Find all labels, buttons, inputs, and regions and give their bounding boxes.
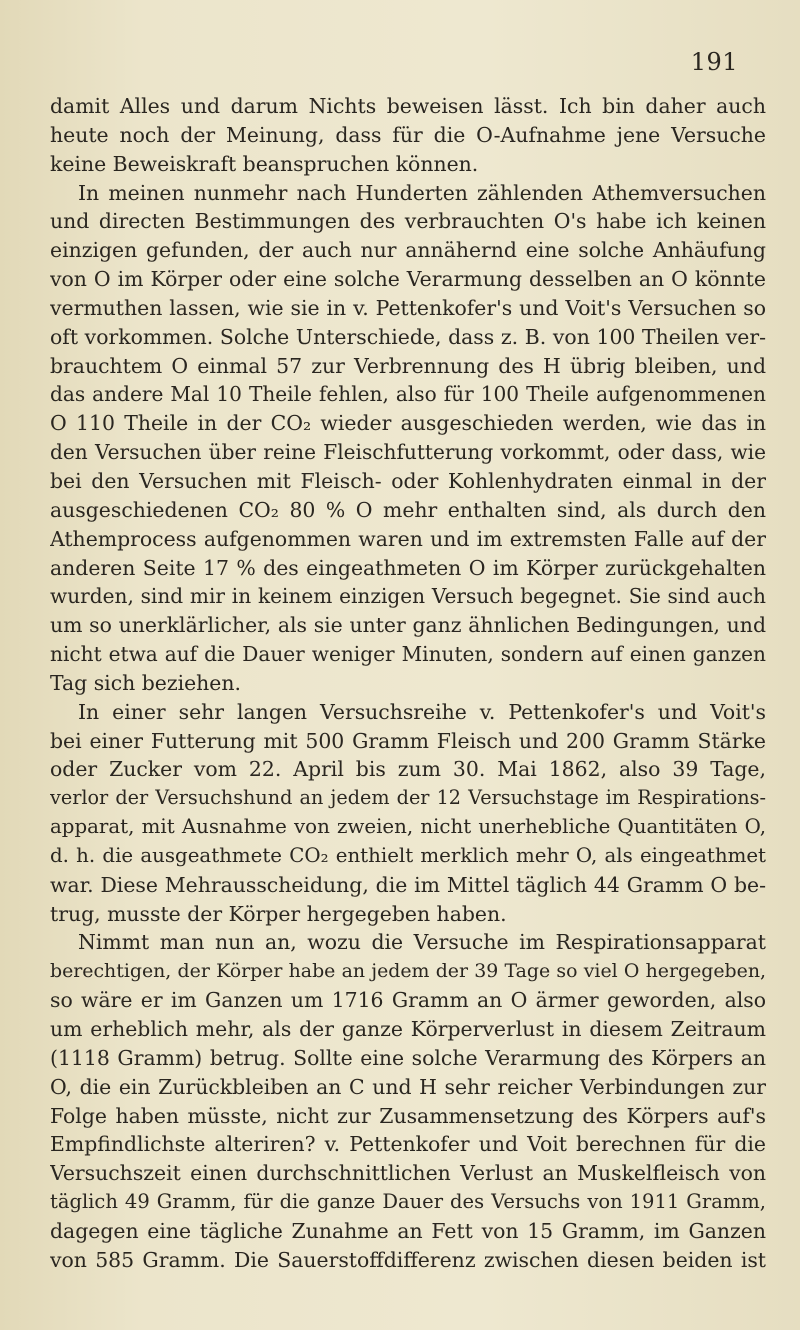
text-line: anderen Seite 17 % des eingeathmeten O im Körper zurückgehalten bbox=[50, 555, 766, 580]
text-line: berechtigen, der Körper habe an jedem der 39 Tage so viel O hergegeben, bbox=[50, 960, 766, 983]
text-line: Tag sich beziehen. bbox=[50, 670, 241, 695]
text-line: so wäre er im Ganzen um 1716 Gramm an O ärmer geworden, also bbox=[50, 988, 766, 1013]
text-line: wurden, sind mir in keinem einzigen Versuch begegnet. Sie sind auch bbox=[50, 584, 766, 609]
text-line: ausgeschiedenen CO₂ 80 % O mehr enthalten sind, als durch den bbox=[50, 497, 766, 522]
text-line: (1118 Gramm) betrug. Sollte eine solche Verarmung des Körpers an bbox=[50, 1045, 766, 1070]
text-line: In meinen nunmehr nach Hunderten zählenden Athemversuchen bbox=[78, 180, 766, 205]
text-line: einzigen gefunden, der auch nur annähernd eine solche Anhäufung bbox=[50, 238, 766, 263]
text-line: um so unerklärlicher, als sie unter ganz ähnlichen Bedingungen, und bbox=[50, 613, 766, 638]
text-line: von 585 Gramm. Die Sauerstoffdifferenz zwischen diesen beiden ist bbox=[50, 1247, 766, 1272]
text-line: Athemprocess aufgenommen waren und im extremsten Falle auf der bbox=[50, 526, 766, 551]
text-line: verlor der Versuchshund an jedem der 12 Versuchstage im Respirations- bbox=[50, 786, 766, 810]
text-line: apparat, mit Ausnahme von zweien, nicht unerhebliche Quantitäten O, bbox=[50, 815, 766, 839]
text-line: O, die ein Zurückbleiben an C und H sehr reicher Verbindungen zur bbox=[50, 1074, 766, 1099]
text-line: war. Diese Mehrausscheidung, die im Mittel täglich 44 Gramm O be- bbox=[50, 872, 766, 897]
text-line: Nimmt man nun an, wozu die Versuche im Respirationsapparat bbox=[78, 930, 766, 955]
text-line: nicht etwa auf die Dauer weniger Minuten, sondern auf einen ganzen bbox=[50, 642, 766, 667]
text-line: keine Beweiskraft beanspruchen können. bbox=[50, 151, 479, 176]
text-line: Folge haben müsste, nicht zur Zusammensetzung des Körpers auf's bbox=[50, 1103, 766, 1128]
text-line: oder Zucker vom 22. April bis zum 30. Mai 1862, also 39 Tage, bbox=[50, 757, 766, 782]
text-line: bei einer Futterung mit 500 Gramm Fleisch und 200 Gramm Stärke bbox=[50, 728, 766, 753]
text-line: und directen Bestimmungen des verbrauchten O's habe ich keinen bbox=[50, 209, 766, 234]
text-line: In einer sehr langen Versuchsreihe v. Pettenkofer's und Voit's bbox=[78, 699, 766, 724]
text-line: den Versuchen über reine Fleischfutterung vorkommt, oder dass, wie bbox=[50, 440, 766, 465]
text-line: von O im Körper oder eine solche Verarmung desselben an O könnte bbox=[50, 267, 766, 292]
text-line: d. h. die ausgeathmete CO₂ enthielt merklich mehr O, als eingeathmet bbox=[50, 843, 766, 867]
text-line: oft vorkommen. Solche Unterschiede, dass z. B. von 100 Theilen ver- bbox=[50, 324, 766, 349]
text-line: damit Alles und darum Nichts beweisen lässt. Ich bin daher auch bbox=[50, 94, 766, 118]
body-text bbox=[50, 92, 766, 1275]
text-line: heute noch der Meinung, dass für die O-Aufnahme jene Versuche bbox=[50, 122, 766, 147]
text-line: Empfindlichste alteriren? v. Pettenkofer und Voit berechnen für die bbox=[50, 1132, 766, 1157]
text-line: O 110 Theile in der CO₂ wieder ausgeschieden werden, wie das in bbox=[50, 411, 766, 436]
text-line: Versuchszeit einen durchschnittlichen Verlust an Muskelfleisch von bbox=[50, 1161, 766, 1186]
text-line: trug, musste der Körper hergegeben haben. bbox=[50, 901, 507, 926]
text-line: dagegen eine tägliche Zunahme an Fett von 15 Gramm, im Ganzen bbox=[50, 1218, 766, 1243]
text-line: brauchtem O einmal 57 zur Verbrennung des H übrig bleiben, und bbox=[50, 353, 766, 378]
text-line: um erheblich mehr, als der ganze Körperverlust in diesem Zeitraum bbox=[50, 1017, 766, 1041]
text-line: täglich 49 Gramm, für die ganze Dauer des Versuchs von 1911 Gramm, bbox=[50, 1190, 766, 1214]
text-line: das andere Mal 10 Theile fehlen, also für 100 Theile aufgenommenen bbox=[50, 382, 766, 407]
page-number: 191 bbox=[690, 48, 738, 76]
text-line: bei den Versuchen mit Fleisch- oder Kohlenhydraten einmal in der bbox=[50, 468, 766, 493]
text-line: vermuthen lassen, wie sie in v. Pettenkofer's und Voit's Versuchen so bbox=[50, 295, 766, 320]
